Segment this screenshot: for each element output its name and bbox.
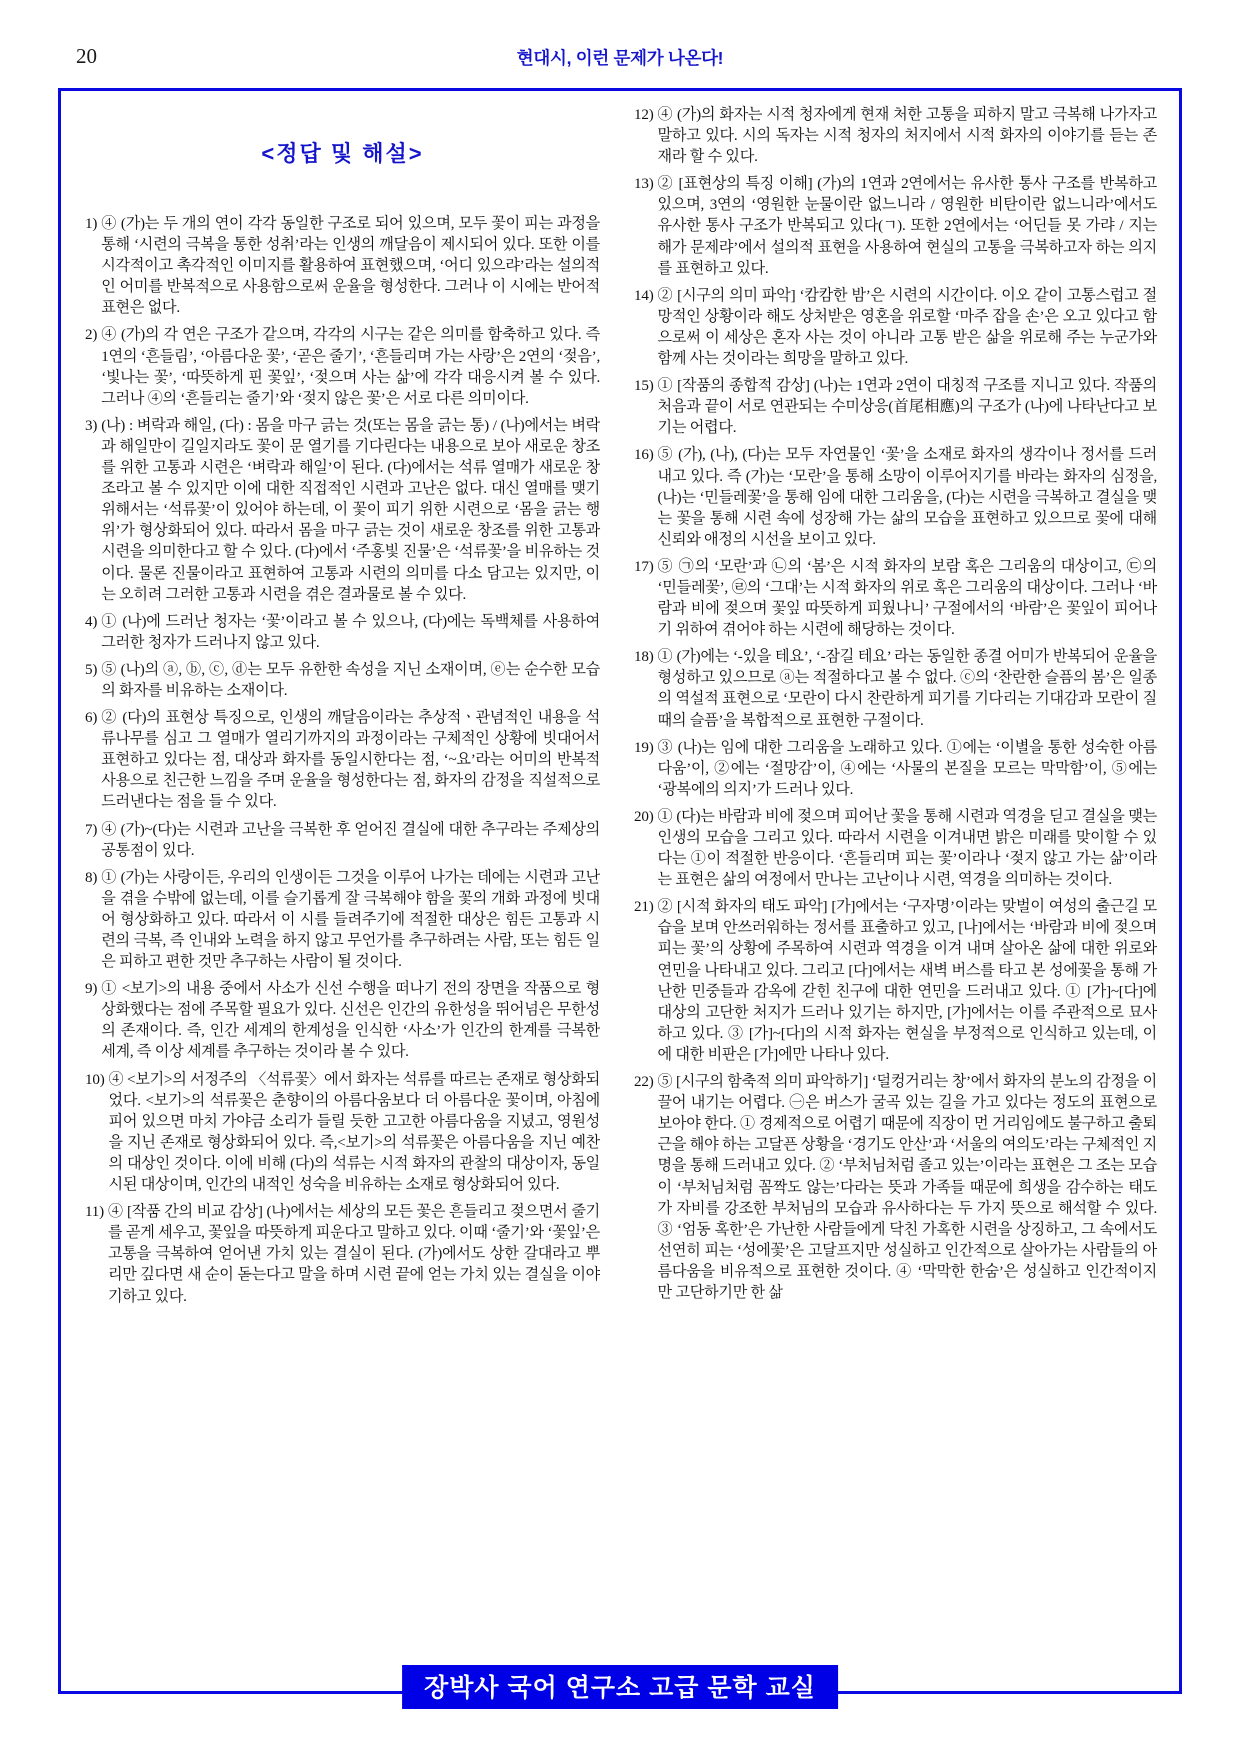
explanation-entry xyxy=(85,1202,600,1307)
explanation-entry xyxy=(634,897,1157,1066)
entry-body: ① (다)는 바람과 비에 젖으며 피어난 꽃을 통해 시련과 역경을 딛고 결실을 맺는 인생의 모습을 그리고 있다. 따라서 시련을 이겨내면 밝은 미래를 맞이할 수 있다는 ①이 적절한 반응이다. ‘흔들리며 피는 꽃’이라나 ‘젖지 않고 가는 삶’이라는 표현은 삶의 여정에서 만나는 고난이나 시련, 역경을 의미하는 것이다. xyxy=(657,808,1157,889)
explanation-entry xyxy=(634,105,1157,168)
explanation-entry xyxy=(85,416,600,606)
right-column xyxy=(620,105,1169,1691)
explanation-entry xyxy=(85,612,600,654)
explanation-entry xyxy=(85,708,600,813)
entry-body: ① <보기>의 내용 중에서 사소가 신선 수행을 떠나기 전의 장면을 작품으로 형상화했다는 점에 주목할 필요가 있다. 신선은 인간의 유한성을 뛰어넘은 무한성의 존재이다. 즉, 인간 세계의 한계성을 인식한 ‘사소’가 인간의 한계를 극복한 세계, 즉 이상 세계를 추구하는 것이라 볼 수 있다. xyxy=(101,981,600,1061)
entry-number: 12) xyxy=(634,107,654,123)
explanation-entry xyxy=(634,807,1157,891)
entry-number: 5) xyxy=(85,661,98,678)
explanation-entry xyxy=(85,660,600,702)
explanation-entry xyxy=(85,979,600,1063)
entry-number: 15) xyxy=(634,378,654,395)
document-header-title: 현대시, 이런 문제가 나온다! xyxy=(516,48,724,68)
explanation-entry xyxy=(85,868,600,973)
left-column xyxy=(71,105,620,1691)
entry-body: ④ (가)의 화자는 시적 청자에게 현재 처한 고통을 피하지 말고 극복해 나가자고 말하고 있다. 시의 독자는 시적 청자의 처지에서 시적 화자의 이야기를 듣는 존재라 할 수 있다. xyxy=(657,107,1157,166)
page-number: 20 xyxy=(76,44,97,68)
entry-body: ⑤ [시구의 함축적 의미 파악하기] ‘덜컹거리는 창’에서 화자의 분노의 감정을 이끌어 내기는 어렵다. ㊀은 버스가 굴곡 있는 길을 가고 있다는 정도의 표현으로 보아야 한다. ① 경제적으로 어렵기 때문에 직장이 먼 거리임에도 불구하고 출퇴근을 해야 하는 고달픈 상황을 ‘경기도 안산’과 ‘서울의 여의도’라는 구체적인 지명을 통해 드러내고 있다. ② ‘부처님처럼 졸고 있는’이라는 표현은 그 조는 모습이 ‘부처님처럼 꼼짝도 않는’다라는 뜻과 가족들 때문에 희생을 감수하는 태도가 자비를 강조한 부처님의 모습과 유사하다는 두 가지 뜻으로 해석할 수 있다. ③ ‘엄동 혹한’은 가난한 사람들에게 닥친 가혹한 시련을 상징하고, 그 속에서도 선연히 피는 ‘성에꽃’은 고달프지만 성실하고 인간적으로 살아가는 사람들의 아름다움을 비유적으로 표현한 것이다. ④ ‘막막한 한숨’은 성실하고 인간적이지만 고단하기만 한 삶 xyxy=(657,1074,1157,1301)
explanation-entry xyxy=(85,325,600,409)
entry-number: 7) xyxy=(85,821,98,838)
entry-body: ④ (가)의 각 연은 구조가 같으며, 각각의 시구는 같은 의미를 함축하고 있다. 즉 1연의 ‘흔들림’, ‘아름다운 꽃’, ‘곧은 줄기’, ‘흔들리며 가는 사랑’은 2연의 ‘젖음’, ‘빛나는 꽃’, ‘따뜻하게 핀 꽃잎’, ‘젖으며 사는 삶’에 각각 대응시켜 볼 수 있다. 그러나 ④의 ‘흔들리는 줄기’와 ‘젖지 않은 꽃’은 서로 다른 의미이다. xyxy=(101,327,600,407)
entry-body: ② [표현상의 특징 이해] (가)의 1연과 2연에서는 유사한 통사 구조를 반복하고 있으며, 3연의 ‘영원한 눈물이란 없느니라 / 영원한 비탄이란 없느니라’에서도 유사한 통사 구조가 반복되고 있다(ㄱ). 또한 2연에서는 ‘어딘들 못 가랴 / 지는 해가 문제랴’에서 설의적 표현을 사용하여 현실의 고통을 극복하고자 하는 의지를 표현하고 있다. xyxy=(657,176,1157,277)
explanation-entry xyxy=(634,445,1157,550)
entry-body: ③ (나)는 임에 대한 그리움을 노래하고 있다. ①에는 ‘이별을 통한 성숙한 아름다움’이, ②에는 ‘절망감’이, ④에는 ‘사물의 본질을 모르는 막막함’이, ⑤에는 ‘광복에의 의지’가 드러나 있다. xyxy=(657,739,1157,798)
entry-body: ① (나)에 드러난 청자는 ‘꽃’이라고 볼 수 있으나, (다)에는 독백체를 사용하여 그러한 청자가 드러나지 않고 있다. xyxy=(101,613,600,651)
explanation-entry xyxy=(634,557,1157,641)
entry-number: 17) xyxy=(634,558,654,575)
entry-number: 9) xyxy=(85,981,98,998)
explanation-entry xyxy=(85,820,600,862)
entry-body: ① [작품의 종합적 감상] (나)는 1연과 2연이 대칭적 구조를 지니고 있다. 작품의 처음과 끝이 서로 연관되는 수미상응(首尾相應)의 구조가 (나)에 나타난다고 보기는 어렵다. xyxy=(657,378,1157,437)
explanation-entry xyxy=(634,1072,1157,1304)
entry-body: ⑤ (나)의 ⓐ, ⓑ, ⓒ, ⓓ는 모두 유한한 속성을 지닌 소재이며, ⓔ는 순수한 모습의 화자를 비유하는 소재이다. xyxy=(101,661,600,699)
content-frame xyxy=(58,88,1182,1702)
two-column-layout xyxy=(61,91,1179,1691)
entry-number: 19) xyxy=(634,739,654,756)
entry-number: 16) xyxy=(634,447,654,464)
explanation-entry xyxy=(85,214,600,319)
entry-number: 11) xyxy=(85,1204,104,1221)
entry-body: ④ (가)~(다)는 시련과 고난을 극복한 후 얻어진 결실에 대한 추구라는 주제상의 공통점이 있다. xyxy=(101,821,600,859)
answer-key-heading: <정답 및 해설> xyxy=(261,141,424,166)
page-header xyxy=(58,44,1182,82)
entry-body: ② [시적 화자의 태도 파악] [가]에서는 ‘구자명’이라는 맞벌이 여성의 출근길 모습을 보며 안쓰러워하는 정서를 표출하고 있고, [나]에서는 ‘바람과 비에 젖으며 피는 꽃’의 상황에 주목하여 시련과 역경을 이겨 내며 살아온 삶에 대한 위로와 연민을 나타내고 있다. 그리고 [다]에서는 새벽 버스를 타고 본 성에꽃을 통해 가난한 민중들과 감옥에 갇힌 친구에 대한 연민을 드러내고 있다. ① [가]~[다]에 대상의 고단한 처지가 드러나 있기는 하지만, [가]에서는 이를 주관적으로 묘사하고 있다. ③ [가]~[다]의 시적 화자는 현실을 부정적으로 인식하고 있는데, 이에 대한 비판은 [가]에만 나타나 있다. xyxy=(657,899,1157,1063)
explanation-entry xyxy=(634,738,1157,801)
explanation-entry xyxy=(634,286,1157,370)
entry-number: 4) xyxy=(85,613,98,630)
entry-body: ① (가)는 사랑이든, 우리의 인생이든 그것을 이루어 나가는 데에는 시련과 고난을 겪을 수밖에 없는데, 이를 슬기롭게 잘 극복해야 함을 꽃의 개화 과정에 빗대어 형상화하고 있다. 따라서 이 시를 들려주기에 적절한 대상은 힘든 고통과 시련의 극복, 즉 인내와 노력을 하지 않고 무언가를 추구하려는 사람, 또는 힘든 일은 피하고 편한 것만 추구하는 사람이 될 것이다. xyxy=(101,869,600,971)
explanation-entry xyxy=(85,1070,600,1197)
footer-banner: 장박사 국어 연구소 고급 문학 교실 xyxy=(402,1665,838,1709)
entry-number: 21) xyxy=(634,899,654,916)
explanation-entry xyxy=(634,647,1157,731)
entry-number: 22) xyxy=(634,1074,654,1091)
entry-body: ② [시구의 의미 파악] ‘캄캄한 밤’은 시련의 시간이다. 이오 같이 고통스럽고 절망적인 상황이라 해도 상처받은 영혼을 위로할 ‘마주 잡을 손’은 오고 있다고 함으로써 이 세상은 혼자 사는 것이 아니라 고통 받은 삶을 위로해 주는 누군가와 함께 사는 것이라는 희망을 말하고 있다. xyxy=(657,287,1157,368)
entry-body: ④ <보기>의 서정주의 〈석류꽃〉에서 화자는 석류를 따르는 존재로 형상화되었다. <보기>의 석류꽃은 춘향이의 아름다움보다 더 아름다운 꽃이며, 아침에 피어 있으면 마치 가야금 소리가 들릴 듯한 고고한 아름다움을 지녔고, 영원성을 지닌 존재로 형상화되어 있다. 즉,<보기>의 석류꽃은 아름다움을 지닌 예찬의 대상인 것이다. 이에 비해 (다)의 석류는 시적 화자의 관찰의 대상이자, 동일시된 대상이며, 인간의 내적인 성숙을 비유하는 소재로 형상화되어 있다. xyxy=(108,1071,600,1194)
right-column-entry-list xyxy=(634,105,1157,1304)
entry-number: 14) xyxy=(634,287,654,304)
entry-body: ② (다)의 표현상 특징으로, 인생의 깨달음이라는 추상적ㆍ관념적인 내용을 석류나무를 심고 그 열매가 열리기까지의 과정이라는 구체적인 상황에 빗대어서 표현하고 있다는 점, 대상과 화자를 동일시한다는 점, ‘~요’라는 어미의 반복적 사용으로 친근한 느낌을 주며 운율을 형성한다는 점, 화자의 감정을 직설적으로 드러낸다는 점을 들 수 있다. xyxy=(101,710,600,811)
entry-body: ④ [작품 간의 비교 감상] (나)에서는 세상의 모든 꽃은 흔들리고 젖으면서 줄기를 곧게 세우고, 꽃잎을 따뜻하게 피운다고 말하고 있다. 이때 ‘줄기’와 ‘꽃잎’은 고통을 극복하여 얻어낸 가치 있는 결실이 된다. (가)에서도 상한 갈대라고 뿌리만 깊다면 새 순이 돋는다고 말을 하며 시련 끝에 얻는 가치 있는 결실을 이야기하고 있다. xyxy=(107,1204,600,1305)
entry-number: 2) xyxy=(85,327,98,344)
entry-body: ⑤ (가), (나), (다)는 모두 자연물인 ‘꽃’을 소재로 화자의 생각이나 정서를 드러내고 있다. 즉 (가)는 ‘모란’을 통해 소망이 이루어지기를 바라는 화자의 심정을, (나)는 ‘민들레꽃’을 통해 임에 대한 그리움을, (다)는 시련을 극복하고 결실을 맺는 꽃을 통해 시련 속에 성장해 가는 삶의 모습을 표현하고 있으므로 꽃에 대해 신뢰와 애정의 시선을 보이고 있다. xyxy=(657,447,1157,548)
entry-number: 3) xyxy=(85,417,98,434)
entry-body: (나) : 벼락과 해일, (다) : 몸을 마구 긁는 것(또는 몸을 긁는 통) / (나)에서는 벼락과 해일만이 길일지라도 꽃이 문 열기를 기다린다는 내용으로 보아 새로운 창조를 위한 고통과 시련은 ‘벼락과 해일’이 된다. (다)에서는 석류 열매가 새로운 창조라고 볼 수 있지만 이에 대한 직접적인 시련과 고난은 없다. 대신 열매를 맺기 위해서는 ‘석류꽃’이 있어야 하는데, 이 꽃이 피기 위한 시련으로 ‘몸을 긁는 행위’가 형상화되어 있다. 따라서 몸을 마구 긁는 것이 새로운 창조를 위한 고통과 시련을 의미한다고 할 수 있다. (다)에서 ‘주홍빛 진물’은 ‘석류꽃’을 비유하는 것이다. 물론 진물이라고 표현하여 고통과 시련의 의미를 다소 담고는 있지만, 이는 오히려 그러한 고통과 시련을 겪은 결과물로 볼 수 있다. xyxy=(101,417,600,603)
explanation-entry xyxy=(634,376,1157,439)
explanation-entry xyxy=(634,174,1157,279)
entry-number: 18) xyxy=(634,649,654,666)
left-column-entry-list xyxy=(85,214,600,1308)
entry-body: ① (가)에는 ‘-있을 테요’, ‘-잠길 테요’ 라는 동일한 종결 어미가 반복되어 운율을 형성하고 있으므로 ⓐ는 적절하다고 볼 수 없다. ⓒ의 ‘찬란한 슬픔의 봄’은 일종의 역설적 표현으로 ‘모란이 다시 찬란하게 피기를 기다리는 기대감과 모란이 질 때의 슬픔’을 복합적으로 표현한 구절이다. xyxy=(657,649,1157,729)
entry-number: 6) xyxy=(85,710,98,727)
entry-number: 8) xyxy=(85,869,98,886)
entry-body: ④ (가)는 두 개의 연이 각각 동일한 구조로 되어 있으며, 모두 꽃이 피는 과정을 통해 ‘시련의 극복을 통한 성취’라는 인생의 깨달음이 제시되어 있다. 또한 이를 시각적이고 촉각적인 이미지를 활용하여 표현했으며, ‘어디 있으랴’라는 설의적인 어미를 반복적으로 사용함으로써 운율을 형성한다. 그러나 이 시에는 반어적 표현은 없다. xyxy=(101,216,600,317)
entry-number: 10) xyxy=(85,1071,105,1088)
entry-number: 13) xyxy=(634,176,654,193)
entry-number: 1) xyxy=(85,216,98,232)
entry-body: ⑤ ㉠의 ‘모란’과 ㉡의 ‘봄’은 시적 화자의 보람 혹은 그리움의 대상이고, ㉢의 ‘민들레꽃’, ㉣의 ‘그대’는 시적 화자의 위로 혹은 그리움의 대상이다. 그러나 ‘바람과 비에 젖으며 꽃잎 따뜻하게 피웠나니’ 구절에서의 ‘바람’은 꽃잎이 피어나기 위하여 겪어야 하는 시련에 해당하는 것이다. xyxy=(657,558,1157,639)
entry-number: 20) xyxy=(634,808,654,825)
